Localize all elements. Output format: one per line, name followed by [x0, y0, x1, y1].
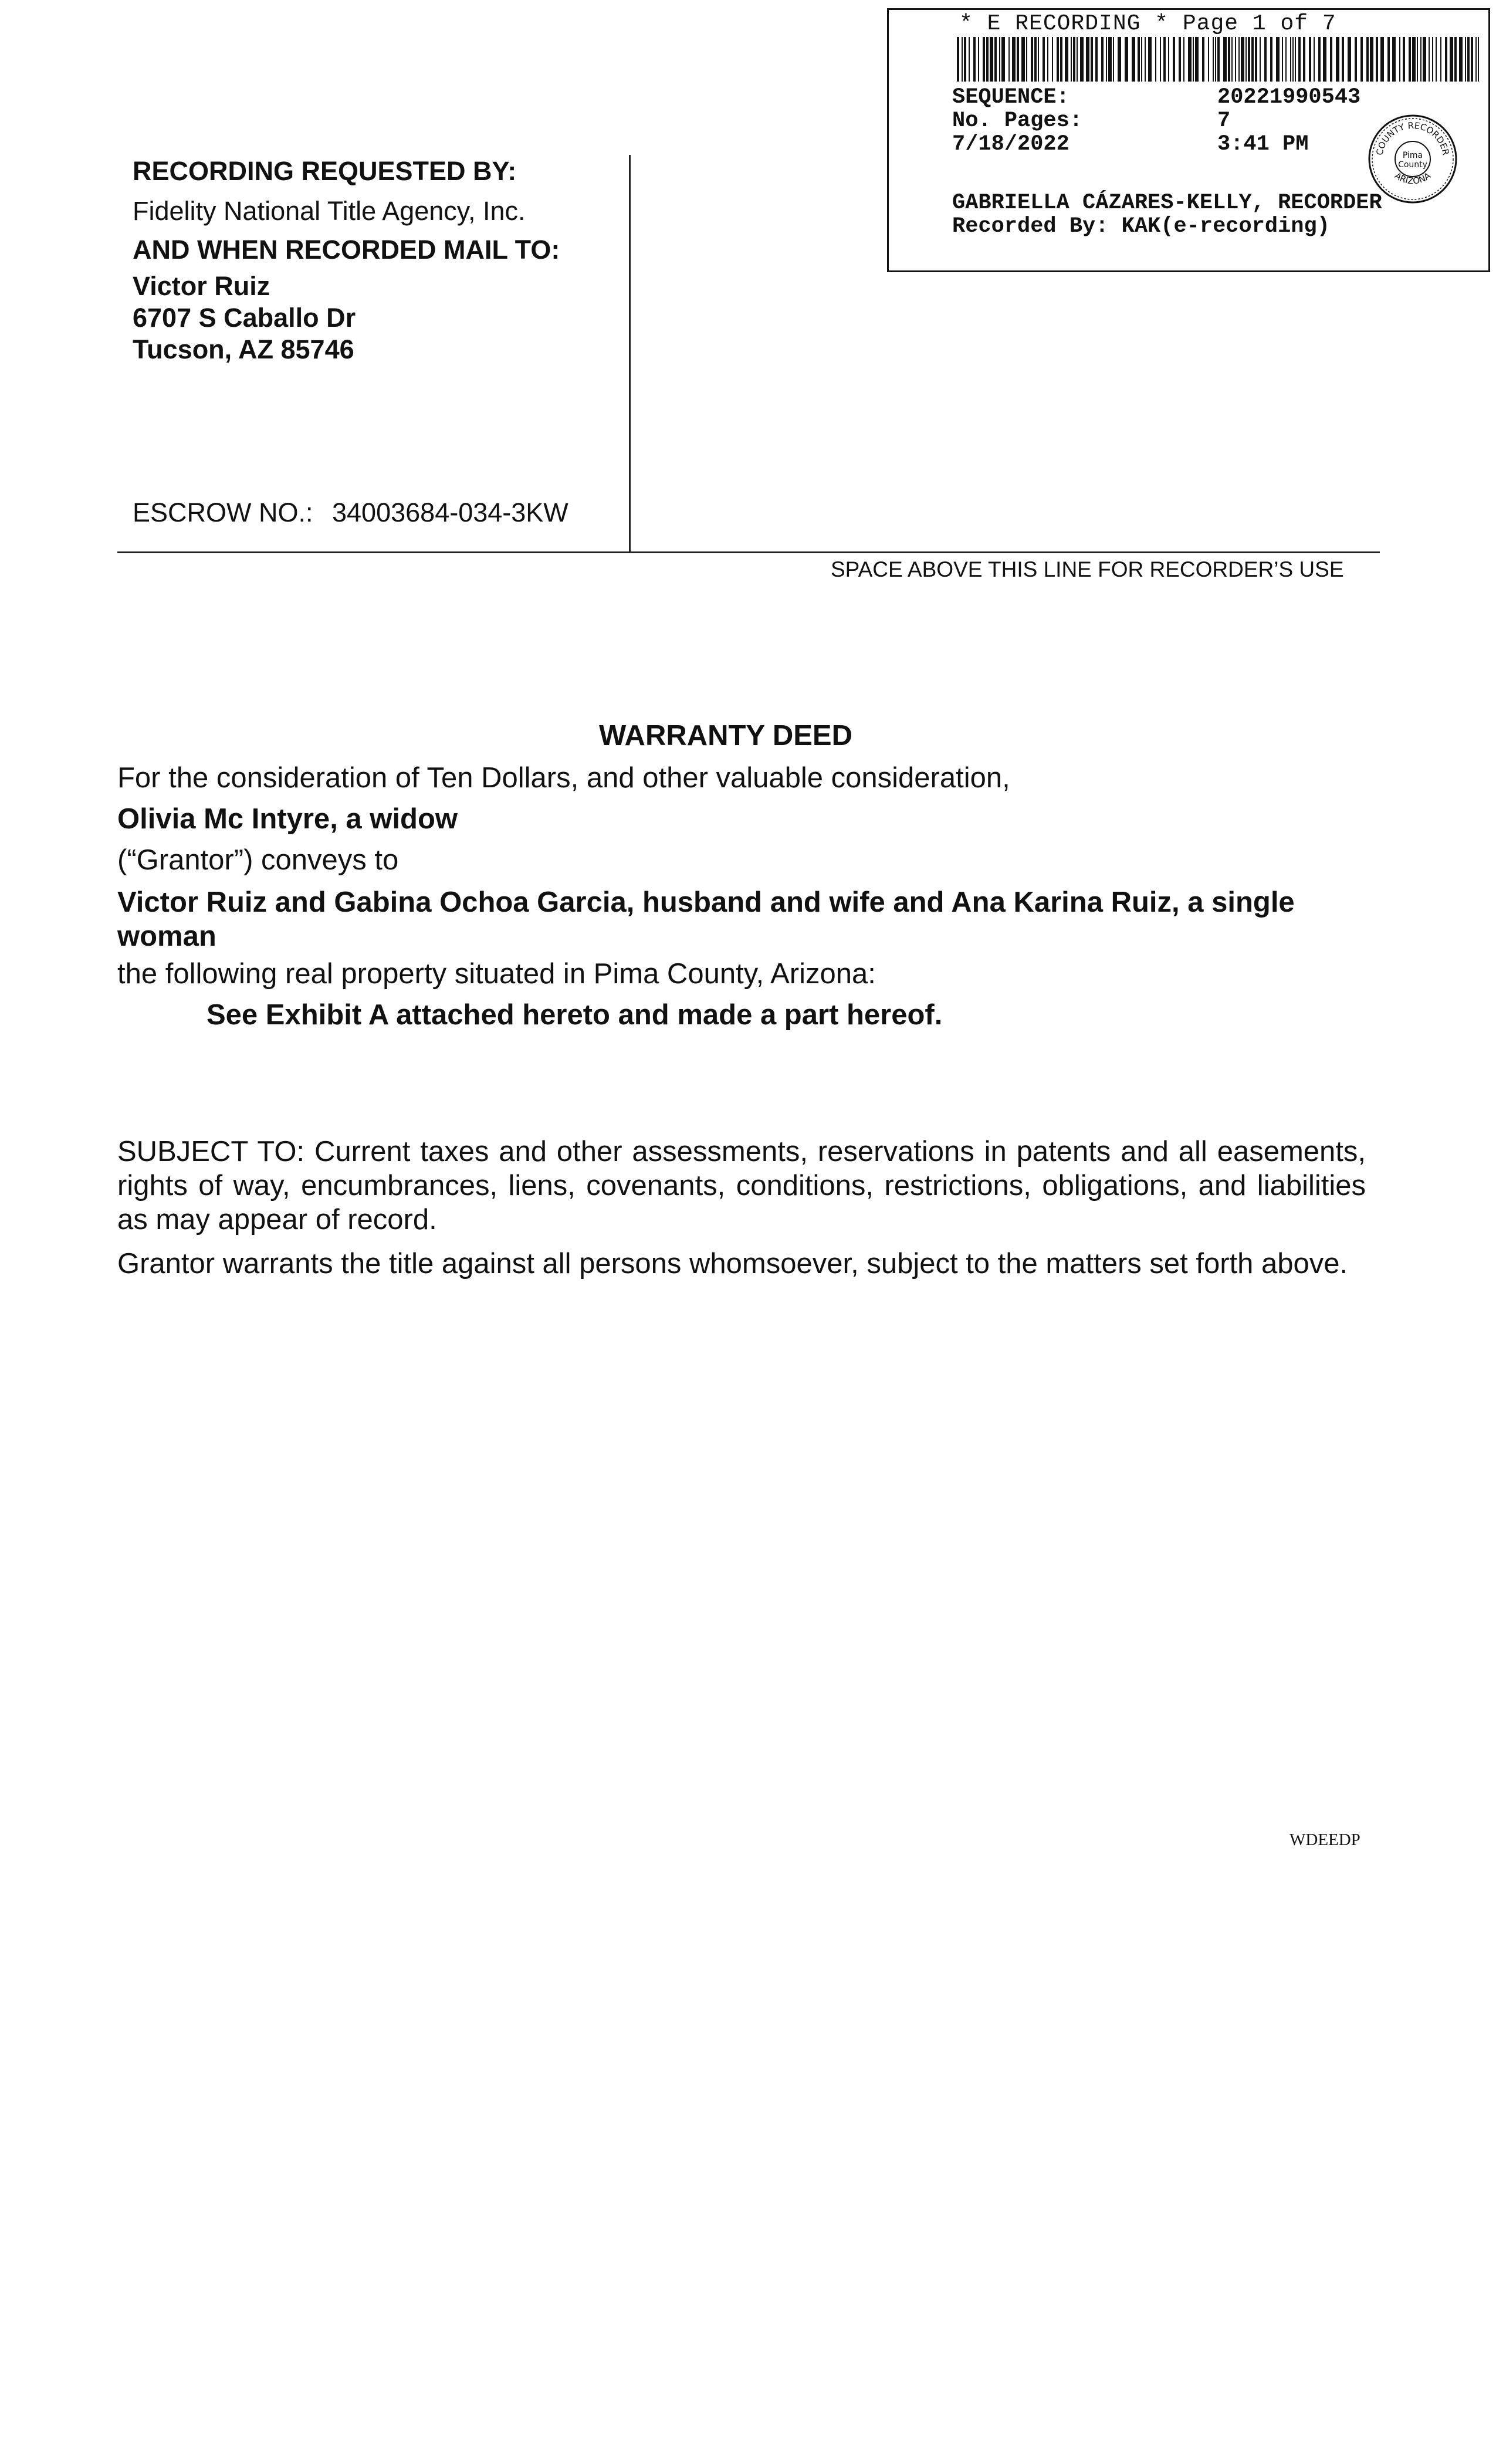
barcode-bar [1118, 37, 1121, 82]
barcode-bar [1309, 37, 1311, 82]
grantor-name: Olivia Mc Intyre, a widow [117, 803, 458, 835]
barcode-bar [1113, 37, 1114, 82]
grantee-line-1: Victor Ruiz and Gabina Ochoa Garcia, husband and wife and Ana Karina Ruiz, a single [117, 886, 1295, 918]
barcode-bar [1202, 37, 1204, 82]
barcode-bar [1223, 37, 1227, 82]
barcode-bar [1342, 37, 1344, 82]
barcode-bar [1132, 37, 1135, 82]
deed-title: WARRANTY DEED [599, 720, 852, 752]
seal-top-text: COUNTY RECORDER [1374, 120, 1451, 157]
sequence-label: SEQUENCE: [952, 85, 1069, 110]
barcode-bar [1208, 37, 1209, 82]
barcode-bar [1303, 37, 1305, 82]
barcode-bar [1387, 37, 1390, 82]
barcode-bar [1073, 37, 1075, 82]
escrow-number: 34003684-034-3KW [332, 497, 568, 527]
mail-to-name: Victor Ruiz [133, 271, 270, 301]
recorder-use-note: SPACE ABOVE THIS LINE FOR RECORDER’S USE [831, 557, 1344, 581]
barcode-bar [1399, 37, 1400, 82]
barcode [957, 37, 1480, 82]
barcode-bar [1255, 37, 1257, 82]
stamp-header: * E RECORDING * Page 1 of 7 [959, 11, 1336, 36]
escrow-label: ESCROW NO.: [133, 497, 313, 527]
barcode-bar [990, 37, 993, 82]
barcode-bar [1475, 37, 1477, 82]
barcode-bar [1348, 37, 1351, 82]
barcode-bar [1173, 37, 1175, 82]
barcode-bar [1436, 37, 1437, 82]
barcode-bar [1034, 37, 1037, 82]
barcode-bar [1290, 37, 1291, 82]
subject-to-paragraph: SUBJECT TO: Current taxes and other assessments, reservations in patents and all easements, rights of way, encumbrances, liens, covenants, conditions, restrictions, obligations, and liabilities as may appear of record. [117, 1136, 1366, 1236]
barcode-bar [1077, 37, 1078, 82]
barcode-bar [1188, 37, 1192, 82]
barcode-bar [983, 37, 985, 82]
mail-to-city: Tucson, AZ 85746 [133, 334, 354, 364]
barcode-bar [1450, 37, 1453, 82]
barcode-bar [1282, 37, 1283, 82]
barcode-bar [1163, 37, 1166, 82]
barcode-bar [1264, 37, 1267, 82]
barcode-bar [1292, 37, 1294, 82]
barcode-bar [957, 37, 959, 82]
barcode-bar [1179, 37, 1181, 82]
barcode-bar [1429, 37, 1430, 82]
warranty-statement: Grantor warrants the title against all persons whomsoever, subject to the matters set forth above. [117, 1248, 1348, 1280]
barcode-bar [1071, 37, 1072, 82]
barcode-bar [1155, 37, 1156, 82]
requested-by-label: RECORDING REQUESTED BY: [133, 156, 517, 186]
barcode-bar [1183, 37, 1184, 82]
barcode-bar [1026, 37, 1027, 82]
barcode-bar [1323, 37, 1326, 82]
barcode-bar [1370, 37, 1373, 82]
barcode-bar [1355, 37, 1357, 82]
barcode-bar [1241, 37, 1244, 82]
barcode-bar [1106, 37, 1107, 82]
barcode-bar [1193, 37, 1194, 82]
barcode-bar [1195, 37, 1199, 82]
barcode-bar [1245, 37, 1247, 82]
barcode-bar [994, 37, 997, 82]
barcode-bar [1471, 37, 1473, 82]
barcode-bar [1440, 37, 1441, 82]
barcode-bar [1330, 37, 1332, 82]
pages-label: No. Pages: [952, 109, 1083, 133]
mail-to-street: 6707 S Caballo Dr [133, 303, 356, 333]
barcode-bar [1465, 37, 1466, 82]
requested-by: Fidelity National Title Agency, Inc. [133, 196, 526, 226]
barcode-bar [1432, 37, 1433, 82]
barcode-bar [1052, 37, 1053, 82]
recorder-space-line [117, 551, 1380, 553]
barcode-bar [1001, 37, 1005, 82]
record-date: 7/18/2022 [952, 132, 1069, 157]
barcode-bar [1478, 37, 1479, 82]
barcode-bar [964, 37, 966, 82]
barcode-bar [1409, 37, 1411, 82]
barcode-bar [1403, 37, 1405, 82]
barcode-bar [1420, 37, 1421, 82]
barcode-bar [1454, 37, 1457, 82]
barcode-bar [1138, 37, 1140, 82]
consideration-text: For the consideration of Ten Dollars, and other valuable consideration, [117, 762, 1010, 794]
barcode-bar [1145, 37, 1146, 82]
seal-bottom-text: ARIZONA [1393, 170, 1433, 187]
barcode-bar [1108, 37, 1112, 82]
barcode-bar [1376, 37, 1378, 82]
barcode-bar [986, 37, 989, 82]
barcode-bar [1366, 37, 1369, 82]
barcode-bar [1318, 37, 1321, 82]
barcode-bar [1012, 37, 1016, 82]
barcode-bar [1065, 37, 1068, 82]
barcode-bar [999, 37, 1000, 82]
exhibit-reference: See Exhibit A attached hereto and made a part hereof. [207, 999, 943, 1031]
barcode-bar [1217, 37, 1220, 82]
barcode-bar [1141, 37, 1142, 82]
form-code: WDEEDP [1289, 1830, 1360, 1849]
barcode-bar [1336, 37, 1339, 82]
barcode-bar [1251, 37, 1254, 82]
barcode-bar [1423, 37, 1426, 82]
barcode-bar [1235, 37, 1236, 82]
property-intro: the following real property situated in Pima County, Arizona: [117, 958, 876, 990]
header-vertical-divider [629, 155, 631, 553]
barcode-bar [1360, 37, 1363, 82]
barcode-bar [1238, 37, 1240, 82]
grantee-line-2: woman [117, 920, 216, 952]
barcode-bar [1213, 37, 1214, 82]
barcode-bar [1031, 37, 1033, 82]
svg-text:ARIZONA [1393, 170, 1433, 187]
barcode-bar [1047, 37, 1048, 82]
barcode-bar [1248, 37, 1250, 82]
barcode-bar [1412, 37, 1416, 82]
barcode-bar [1231, 37, 1233, 82]
barcode-bar [1038, 37, 1039, 82]
barcode-bar [1380, 37, 1384, 82]
barcode-bar [1043, 37, 1045, 82]
barcode-bar [1270, 37, 1272, 82]
recorder-name: GABRIELLA CÁZARES-KELLY, RECORDER [952, 191, 1382, 215]
barcode-bar [978, 37, 979, 82]
barcode-bar [1459, 37, 1463, 82]
recorded-by: Recorded By: KAK(e-recording) [952, 214, 1330, 239]
seal-center-line-1: Pima [1402, 151, 1423, 160]
barcode-bar [1080, 37, 1084, 82]
barcode-bar [1467, 37, 1470, 82]
barcode-bar [969, 37, 970, 82]
barcode-bar [1060, 37, 1062, 82]
record-time: 3:41 PM [1217, 132, 1309, 157]
recorder-stamp [887, 8, 1490, 272]
barcode-bar [1260, 37, 1261, 82]
barcode-bar [1295, 37, 1296, 82]
barcode-bar [1160, 37, 1161, 82]
seal-center-line-2: County [1398, 160, 1427, 170]
sequence-value: 20221990543 [1217, 85, 1361, 110]
barcode-bar [1057, 37, 1059, 82]
barcode-bar [1148, 37, 1152, 82]
barcode-bar [1417, 37, 1418, 82]
barcode-bar [1392, 37, 1396, 82]
barcode-bar [1017, 37, 1019, 82]
barcode-bar [1091, 37, 1093, 82]
barcode-bar [1125, 37, 1128, 82]
barcode-bar [1101, 37, 1104, 82]
barcode-bar [1298, 37, 1301, 82]
barcode-bar [1445, 37, 1447, 82]
barcode-bar [962, 37, 963, 82]
barcode-bar [1276, 37, 1280, 82]
conveys-text: (“Grantor”) conveys to [117, 844, 399, 876]
barcode-bar [1168, 37, 1169, 82]
barcode-bar [1008, 37, 1010, 82]
barcode-bar [1086, 37, 1089, 82]
barcode-bar [1314, 37, 1315, 82]
barcode-bar [1095, 37, 1098, 82]
barcode-bar [1215, 37, 1216, 82]
barcode-bar [1285, 37, 1287, 82]
barcode-bar [1228, 37, 1230, 82]
mail-to-label: AND WHEN RECORDED MAIL TO: [133, 235, 560, 265]
pages-value: 7 [1217, 109, 1231, 133]
barcode-bar [1021, 37, 1025, 82]
barcode-bar [973, 37, 976, 82]
